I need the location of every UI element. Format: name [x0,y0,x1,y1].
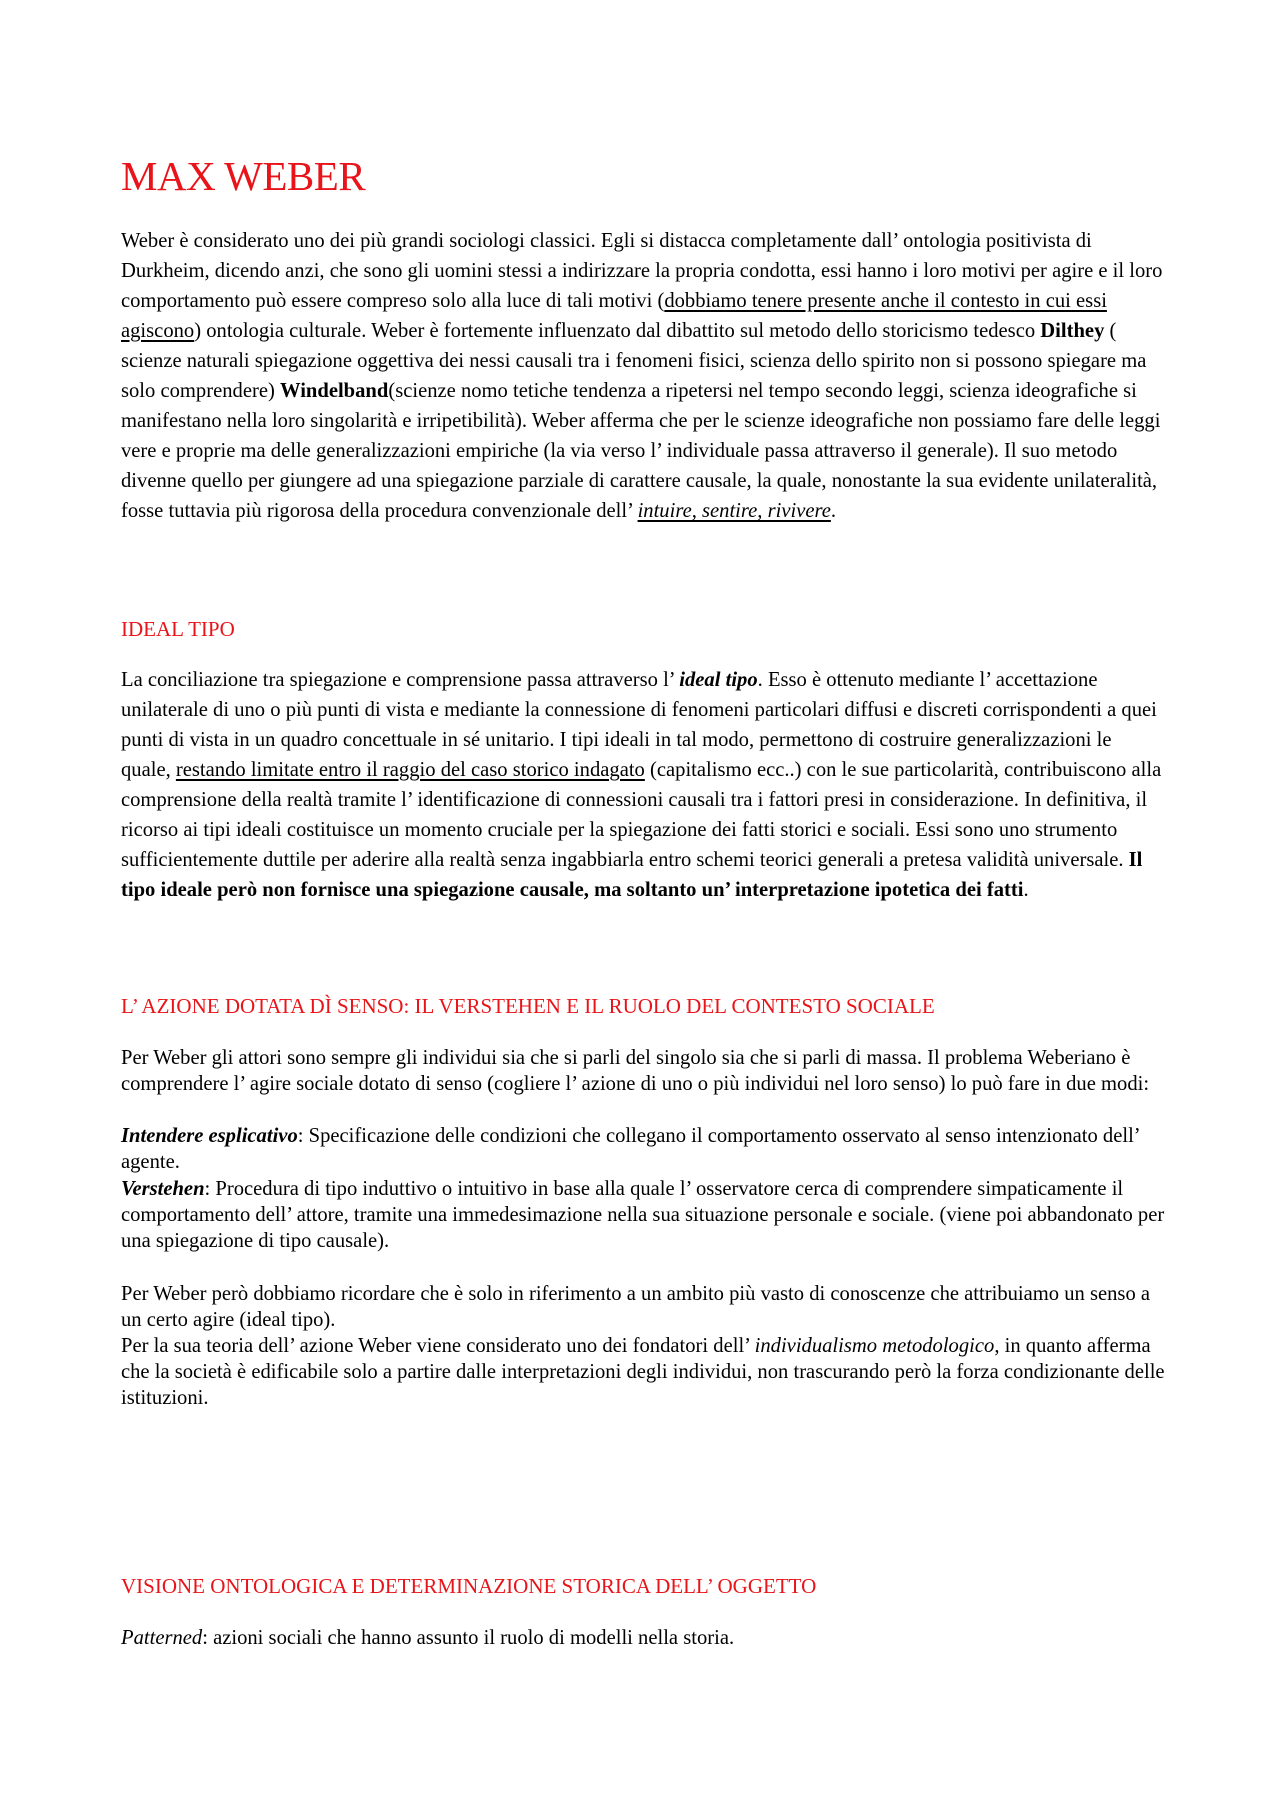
underlined-text: restando limitate entro il raggio del caso storico indagato [175,759,645,781]
azione-paragraph-3: Per la sua teoria dell’ azione Weber viene considerato uno dei fondatori dell’ individualismo metodologico, in quanto afferma che la società è edificabile solo a partire dalle interpretazioni degli individui, non trascurando però la forza condizionante delle istituzioni. [121,1335,1165,1409]
section-heading-ideal-tipo: IDEAL TIPO [121,617,235,641]
section-heading-visione: VISIONE ONTOLOGICA E DETERMINAZIONE STORICA DELL’ OGGETTO [121,1574,817,1598]
visione-paragraph: Patterned: azioni sociali che hanno assunto il ruolo di modelli nella storia. [121,1627,735,1649]
bold-italic-term: ideal tipo [679,669,758,691]
definition-term: Verstehen [121,1178,205,1200]
section-heading-azione: L’ AZIONE DOTATA DÌ SENSO: IL VERSTEHEN E IL RUOLO DEL CONTESTO SOCIALE [121,994,935,1018]
underlined-text: dobbiamo tenere presente anche il contesto in cui essi agiscono [121,290,1107,342]
bold-term-windelband: Windelband [279,380,389,402]
definition-intendere: Intendere esplicativo: Specificazione delle condizioni che collegano il comportamento osservato al senso intenzionato dell’ agente. [121,1125,1140,1173]
bold-term-dilthey: Dilthey [1040,320,1105,342]
intro-paragraph: Weber è considerato uno dei più grandi sociologi classici. Egli si distacca completamente dall’ ontologia positivista di Durkheim, dicendo anzi, che sono gli uomini stessi a indirizzare la propria condotta, essi hanno i loro motivi per agire e il loro comportamento può essere compreso solo alla luce di tali motivi (dobbiamo tenere presente anche il contesto in cui essi agiscono) ontologia culturale. Weber è fortemente influenzato dal dibattito sul metodo dello storicismo tedesco Dilthey ( scienze naturali spiegazione oggettiva dei nessi causali tra i fenomeni fisici, scienza dello spirito non si possono spiegare ma solo comprendere) Windelband(scienze nomo tetiche tendenza a ripetersi nel tempo secondo leggi, scienza ideografiche si manifestano nella loro singolarità e irripetibilità). Weber afferma che per le scienze ideografiche non possiamo fare delle leggi vere e proprie ma delle generalizzazioni empiriche (la via verso l’ individuale passa attraverso il generale). Il suo metodo divenne quello per giungere ad una spiegazione parziale di carattere causale, la quale, nonostante la sua evidente unilateralità, fosse tuttavia più rigorosa della procedura convenzionale dell’ intuire, sentire, rivivere. [121,230,1163,522]
definition-verstehen: Verstehen: Procedura di tipo induttivo o intuitivo in base alla quale l’ osservatore cerca di comprendere simpaticamente il comportamento dell’ attore, tramite una immedesimazione nella sua situazione personale e sociale. (viene poi abbandonato per una spiegazione di tipo causale). [121,1178,1165,1252]
italic-underlined-text: intuire, sentire, rivivere [637,500,831,522]
ideal-tipo-paragraph: La conciliazione tra spiegazione e comprensione passa attraverso l’ ideal tipo. Esso è ottenuto mediante l’ accettazione unilaterale di uno o più punti di vista e mediante la connessione di fenomeni particolari diffusi e discreti corrispondenti a quei punti di vista in un quadro concettuale in sé unitario. I tipi ideali in tal modo, permettono di costruire generalizzazioni le quale, restando limitate entro il raggio del caso storico indagato (capitalismo ecc..) con le sue particolarità, contribuiscono alla comprensione della realtà tramite l’ identificazione di connessioni causali tra i fattori presi in considerazione. In definitiva, il ricorso ai tipi ideali costituisce un momento cruciale per la spiegazione dei fatti storici e sociali. Essi sono uno strumento sufficientemente duttile per aderire alla realtà senza ingabbiarla entro schemi teorici generali a pretesa validità universale. Il tipo ideale però non fornisce una spiegazione causale, ma soltanto un’ interpretazione ipotetica dei fatti. [121,669,1162,901]
azione-paragraph-intro: Per Weber gli attori sono sempre gli individui sia che si parli del singolo sia che si parli di massa. Il problema Weberiano è comprendere l’ agire sociale dotato di senso (cogliere l’ azione di uno o più individui nel loro senso) lo può fare in due modi: [121,1047,1150,1095]
italic-term: Patterned [121,1627,203,1649]
bold-statement: Il tipo ideale però non fornisce una spiegazione causale, ma soltanto un’ interpretazione ipotetica dei fatti [121,849,1143,901]
azione-paragraph-2: Per Weber però dobbiamo ricordare che è solo in riferimento a un ambito più vasto di conoscenze che attribuiamo un senso a un certo agire (ideal tipo). [121,1283,1151,1331]
definition-term: Intendere esplicativo [121,1125,298,1147]
page-title: MAX WEBER [121,153,366,199]
italic-term: individualismo metodologico [754,1335,995,1357]
